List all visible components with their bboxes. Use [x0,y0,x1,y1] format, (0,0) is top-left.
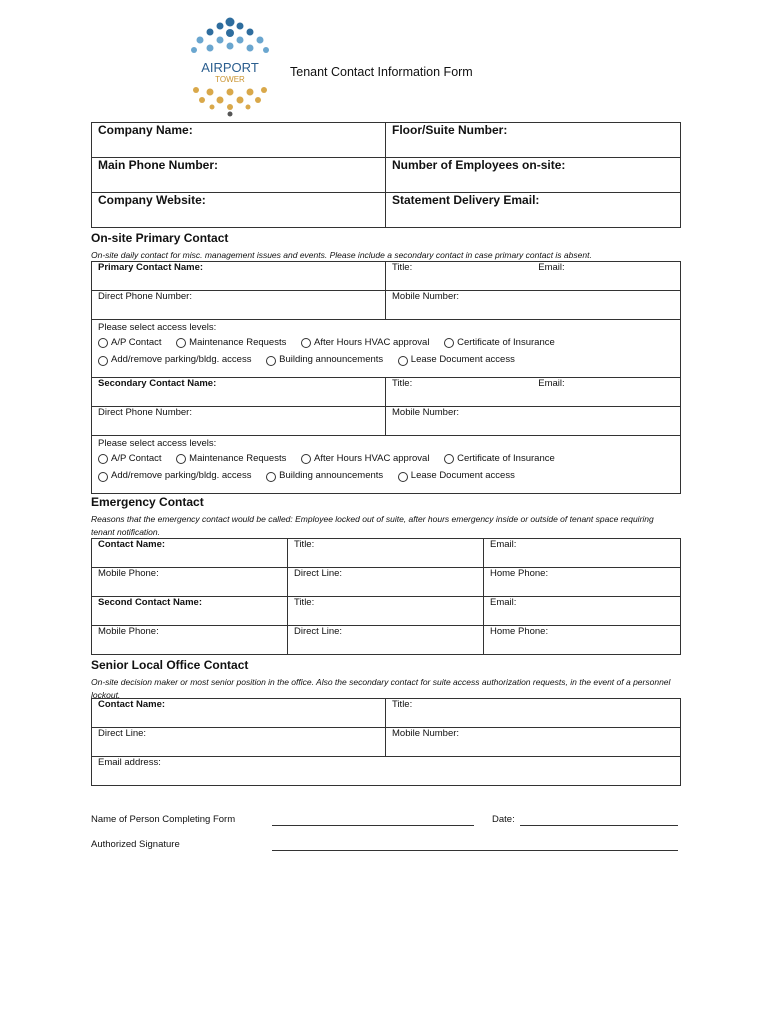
logo-text-tower: TOWER [215,75,245,84]
senior-contact-table [91,698,681,786]
second-direct-line-field[interactable]: Direct Line: [288,626,484,655]
radio-lease-document[interactable] [398,356,408,366]
emergency-mobile-field[interactable]: Mobile Phone: [92,568,288,597]
emergency-contact-table [91,538,681,655]
primary-contact-heading: On-site Primary Contact [91,231,229,245]
table-row [92,407,681,436]
option-label: Certificate of Insurance [457,452,555,464]
radio-parking-access[interactable] [98,356,108,366]
person-completing-label: Name of Person Completing Form [91,814,236,825]
table-row [92,728,681,757]
emergency-home-phone-field[interactable]: Home Phone: [484,568,681,597]
emergency-direct-line-field[interactable]: Direct Line: [288,568,484,597]
date-line[interactable] [520,825,678,826]
radio-maintenance-requests[interactable] [176,454,186,464]
airport-tower-logo [180,14,280,118]
table-row [92,539,681,568]
table-row [92,626,681,655]
access-prompt: Please select access levels: [98,322,217,333]
senior-contact-name-field[interactable]: Contact Name: [92,699,386,728]
table-row [92,193,681,228]
table-row [92,699,681,728]
primary-contact-name-field[interactable]: Primary Contact Name: [92,262,386,291]
signature-label: Authorized Signature [91,839,180,850]
emergency-contact-note: Reasons that the emergency contact would be called: Employee locked out of suite, after hours emergency inside or outside of tenant space requiring tenant notification. [91,514,654,537]
table-row [92,436,681,494]
secondary-mobile-field[interactable]: Mobile Number: [386,407,681,436]
option-label: Maintenance Requests [189,336,287,348]
option-label: Add/remove parking/bldg. access [111,354,252,366]
email-label: Email: [538,378,565,389]
table-row [92,262,681,291]
radio-certificate-insurance[interactable] [444,454,454,464]
secondary-direct-phone-field[interactable]: Direct Phone Number: [92,407,386,436]
radio-building-announcements[interactable] [266,356,276,366]
secondary-contact-name-field[interactable]: Secondary Contact Name: [92,378,386,407]
title-label: Title: [392,378,413,389]
secondary-access-levels [92,436,681,494]
emergency-email-field[interactable]: Email: [484,539,681,568]
title-label: Title: [392,262,413,273]
second-home-phone-field[interactable]: Home Phone: [484,626,681,655]
employees-onsite-field[interactable]: Number of Employees on-site: [386,158,681,193]
option-label: Add/remove parking/bldg. access [111,470,252,482]
option-label: A/P Contact [111,336,162,348]
senior-contact-note: On-site decision maker or most senior position in the office. Also the secondary contact for suite access authorization requests, in the event of a personnel lockout. [91,677,671,700]
radio-maintenance-requests[interactable] [176,338,186,348]
date-label: Date: [492,814,515,825]
radio-lease-document[interactable] [398,472,408,482]
table-row [92,568,681,597]
main-phone-field[interactable]: Main Phone Number: [92,158,386,193]
company-website-field[interactable]: Company Website: [92,193,386,228]
person-completing-line[interactable] [272,825,474,826]
option-label: Lease Document access [410,354,515,366]
option-label: A/P Contact [111,452,162,464]
primary-title-email-field[interactable] [386,262,681,291]
primary-mobile-field[interactable]: Mobile Number: [386,291,681,320]
option-label: Lease Document access [410,470,515,482]
primary-contact-note: On-site daily contact for misc. management issues and events. Please include a secondary contact in case primary contact is absent. [91,250,592,260]
primary-direct-phone-field[interactable]: Direct Phone Number: [92,291,386,320]
option-label: After Hours HVAC approval [313,336,430,348]
table-row [92,291,681,320]
form-title: Tenant Contact Information Form [290,65,473,79]
option-label: Maintenance Requests [189,452,287,464]
second-title-field[interactable]: Title: [288,597,484,626]
senior-title-field[interactable]: Title: [386,699,681,728]
statement-email-field[interactable]: Statement Delivery Email: [386,193,681,228]
access-prompt: Please select access levels: [98,438,217,449]
email-label: Email: [538,262,565,273]
senior-mobile-field[interactable]: Mobile Number: [386,728,681,757]
company-name-field[interactable]: Company Name: [92,123,386,158]
option-label: After Hours HVAC approval [313,452,430,464]
company-info-table [91,122,681,228]
option-label: Building announcements [279,354,384,366]
logo-text-airport: AIRPORT [201,60,259,75]
primary-contact-table [91,261,681,494]
radio-building-announcements[interactable] [266,472,276,482]
radio-parking-access[interactable] [98,472,108,482]
senior-email-field[interactable]: Email address: [92,757,681,786]
table-row [92,757,681,786]
radio-after-hours-hvac[interactable] [301,454,311,464]
secondary-title-email-field[interactable] [386,378,681,407]
option-label: Certificate of Insurance [457,336,555,348]
table-row [92,123,681,158]
second-email-field[interactable]: Email: [484,597,681,626]
table-row [92,378,681,407]
emergency-contact-name-field[interactable]: Contact Name: [92,539,288,568]
table-row [92,158,681,193]
primary-access-levels [92,320,681,378]
floor-suite-field[interactable]: Floor/Suite Number: [386,123,681,158]
second-contact-name-field[interactable]: Second Contact Name: [92,597,288,626]
emergency-contact-heading: Emergency Contact [91,495,204,509]
radio-certificate-insurance[interactable] [444,338,454,348]
table-row [92,597,681,626]
senior-contact-heading: Senior Local Office Contact [91,658,249,672]
radio-ap-contact[interactable] [98,338,108,348]
signature-line[interactable] [272,850,678,851]
second-mobile-field[interactable]: Mobile Phone: [92,626,288,655]
option-label: Building announcements [279,470,384,482]
radio-ap-contact[interactable] [98,454,108,464]
table-row [92,320,681,378]
emergency-title-field[interactable]: Title: [288,539,484,568]
radio-after-hours-hvac[interactable] [301,338,311,348]
senior-direct-line-field[interactable]: Direct Line: [92,728,386,757]
